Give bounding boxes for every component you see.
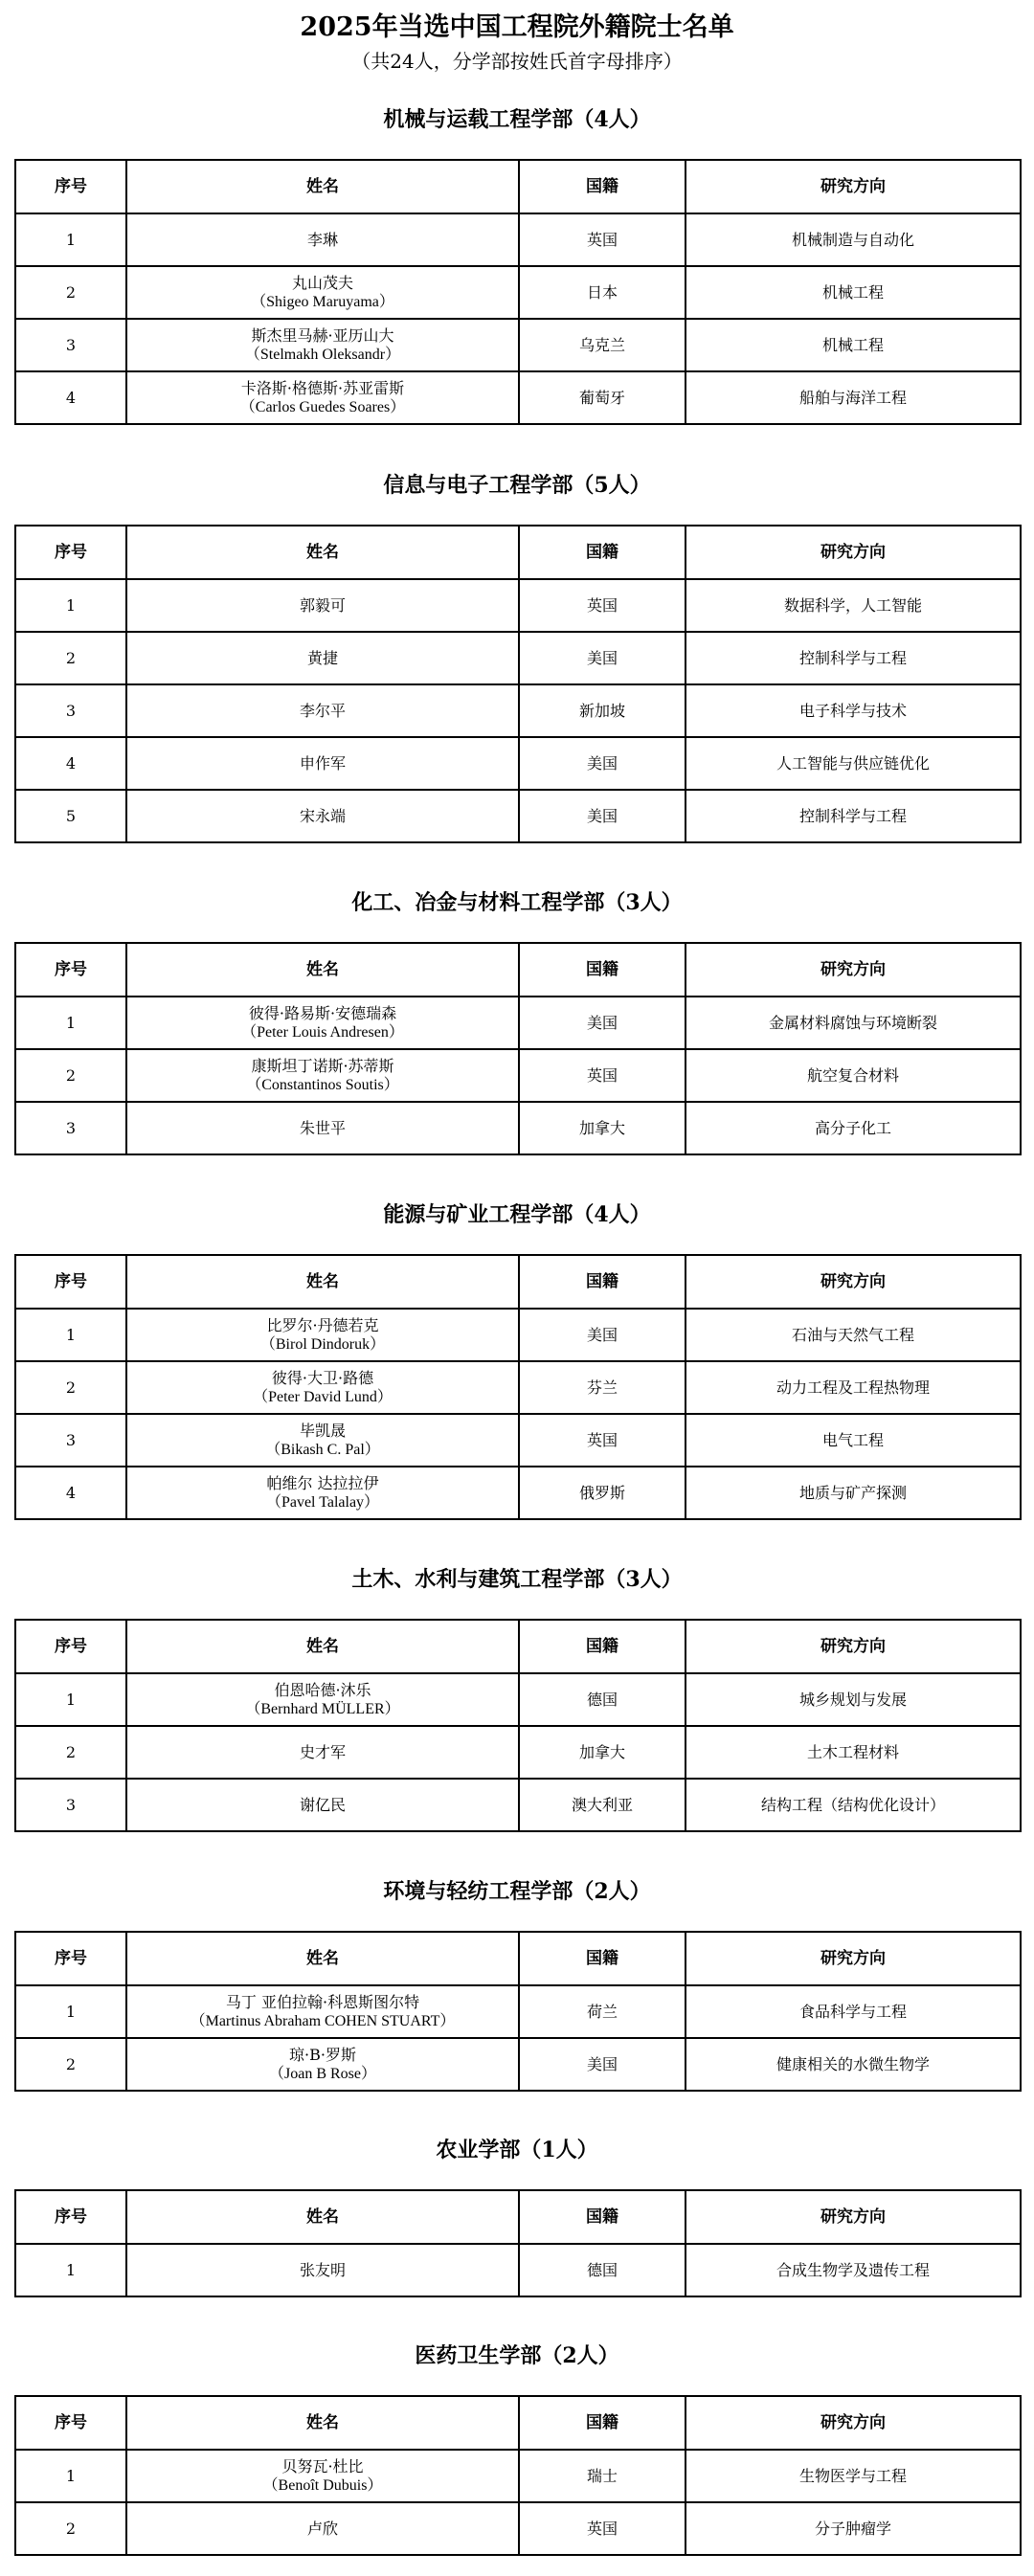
table-header-row bbox=[15, 1255, 1021, 1309]
column-header-field: 研究方向 bbox=[686, 1255, 1021, 1309]
cell-nationality: 英国 bbox=[519, 579, 686, 632]
column-header-nationality: 国籍 bbox=[519, 160, 686, 213]
column-header-nationality: 国籍 bbox=[519, 1620, 686, 1673]
name-english: （Bikash C. Pal） bbox=[265, 1441, 380, 1458]
name-english: （Bernhard MÜLLER） bbox=[245, 1700, 400, 1717]
name-chinese: 史才军 bbox=[299, 1742, 346, 1761]
name-chinese: 帕维尔 达拉拉伊 bbox=[266, 1473, 379, 1492]
cell-research-field: 控制科学与工程 bbox=[686, 632, 1021, 684]
cell-nationality: 俄罗斯 bbox=[519, 1467, 686, 1519]
cell-name bbox=[126, 1414, 519, 1467]
cell-research-field: 电子科学与技术 bbox=[686, 684, 1021, 737]
table-row bbox=[15, 1361, 1021, 1414]
cell-research-field: 结构工程（结构优化设计） bbox=[686, 1779, 1021, 1831]
name-chinese: 朱世平 bbox=[299, 1118, 346, 1137]
member-table bbox=[14, 1931, 1022, 2092]
member-table bbox=[14, 1619, 1022, 1832]
cell-number: 2 bbox=[15, 2502, 126, 2555]
cell-research-field: 生物医学与工程 bbox=[686, 2450, 1021, 2502]
department-section bbox=[0, 1877, 1034, 2092]
cell-nationality: 芬兰 bbox=[519, 1361, 686, 1414]
cell-number: 2 bbox=[15, 1726, 126, 1779]
cell-research-field: 健康相关的水微生物学 bbox=[686, 2038, 1021, 2091]
column-header-number: 序号 bbox=[15, 1620, 126, 1673]
table-row bbox=[15, 2450, 1021, 2502]
cell-name bbox=[126, 1102, 519, 1154]
name-chinese: 马丁 亚伯拉翰·科恩斯图尔特 bbox=[225, 1992, 420, 2011]
column-header-nationality: 国籍 bbox=[519, 943, 686, 997]
cell-name bbox=[126, 319, 519, 371]
cell-name bbox=[126, 1467, 519, 1519]
cell-number: 5 bbox=[15, 790, 126, 842]
cell-number: 3 bbox=[15, 1779, 126, 1831]
table-row bbox=[15, 632, 1021, 684]
cell-number: 3 bbox=[15, 1102, 126, 1154]
cell-research-field: 数据科学，人工智能 bbox=[686, 579, 1021, 632]
department-section bbox=[0, 2341, 1034, 2556]
cell-nationality: 澳大利亚 bbox=[519, 1779, 686, 1831]
name-chinese: 卡洛斯·格德斯·苏亚雷斯 bbox=[240, 378, 405, 397]
cell-name bbox=[126, 579, 519, 632]
cell-research-field: 控制科学与工程 bbox=[686, 790, 1021, 842]
column-header-field: 研究方向 bbox=[686, 943, 1021, 997]
table-row bbox=[15, 1985, 1021, 2038]
column-header-nationality: 国籍 bbox=[519, 1932, 686, 1985]
cell-number: 1 bbox=[15, 1985, 126, 2038]
name-chinese: 宋永端 bbox=[299, 806, 346, 825]
name-chinese: 卢欣 bbox=[306, 2519, 338, 2538]
cell-nationality: 美国 bbox=[519, 1309, 686, 1361]
column-header-number: 序号 bbox=[15, 943, 126, 997]
name-chinese: 李琳 bbox=[306, 230, 338, 249]
column-header-field: 研究方向 bbox=[686, 526, 1021, 579]
table-row bbox=[15, 1102, 1021, 1154]
department-title: 环境与轻纺工程学部（2人） bbox=[383, 1879, 651, 1904]
table-row bbox=[15, 2038, 1021, 2091]
column-header-name: 姓名 bbox=[126, 2190, 519, 2244]
column-header-nationality: 国籍 bbox=[519, 526, 686, 579]
name-chinese: 琼·B·罗斯 bbox=[289, 2045, 356, 2064]
cell-research-field: 高分子化工 bbox=[686, 1102, 1021, 1154]
cell-name bbox=[126, 213, 519, 266]
cell-name bbox=[126, 632, 519, 684]
name-english: （Constantinos Soutis） bbox=[246, 1076, 399, 1093]
department-title: 土木、水利与建筑工程学部（3人） bbox=[351, 1567, 683, 1592]
cell-number: 4 bbox=[15, 371, 126, 424]
cell-nationality: 英国 bbox=[519, 1414, 686, 1467]
member-table bbox=[14, 1254, 1022, 1520]
document-subtitle: （共24人，分学部按姓氏首字母排序） bbox=[351, 50, 683, 73]
column-header-nationality: 国籍 bbox=[519, 2396, 686, 2450]
cell-number: 1 bbox=[15, 2244, 126, 2296]
cell-research-field: 机械工程 bbox=[686, 319, 1021, 371]
name-chinese: 申作军 bbox=[299, 753, 346, 773]
department-title: 机械与运载工程学部（4人） bbox=[383, 107, 651, 132]
table-header-row bbox=[15, 1620, 1021, 1673]
name-english: （Shigeo Maruyama） bbox=[251, 293, 394, 310]
cell-name bbox=[126, 1361, 519, 1414]
department-section bbox=[0, 2136, 1034, 2297]
cell-name bbox=[126, 1049, 519, 1102]
column-header-nationality: 国籍 bbox=[519, 1255, 686, 1309]
cell-number: 1 bbox=[15, 1309, 126, 1361]
table-header-row bbox=[15, 526, 1021, 579]
cell-name bbox=[126, 2244, 519, 2296]
member-table bbox=[14, 159, 1022, 425]
department-section bbox=[0, 1200, 1034, 1520]
cell-nationality: 美国 bbox=[519, 997, 686, 1049]
cell-name bbox=[126, 1673, 519, 1726]
cell-research-field: 合成生物学及遗传工程 bbox=[686, 2244, 1021, 2296]
table-row bbox=[15, 1414, 1021, 1467]
department-section bbox=[0, 888, 1034, 1155]
table-row bbox=[15, 2244, 1021, 2296]
cell-research-field: 金属材料腐蚀与环境断裂 bbox=[686, 997, 1021, 1049]
name-chinese: 斯杰里马赫·亚历山大 bbox=[251, 325, 394, 345]
cell-name bbox=[126, 371, 519, 424]
name-chinese: 彼得·路易斯·安德瑞森 bbox=[248, 1003, 397, 1022]
department-section bbox=[0, 1565, 1034, 1832]
name-chinese: 张友明 bbox=[299, 2260, 346, 2279]
column-header-field: 研究方向 bbox=[686, 2396, 1021, 2450]
name-english: （Stelmakh Oleksandr） bbox=[244, 346, 401, 363]
table-row bbox=[15, 1467, 1021, 1519]
cell-number: 1 bbox=[15, 579, 126, 632]
cell-name bbox=[126, 1985, 519, 2038]
table-row bbox=[15, 1673, 1021, 1726]
table-row bbox=[15, 1309, 1021, 1361]
cell-number: 3 bbox=[15, 319, 126, 371]
cell-name bbox=[126, 266, 519, 319]
cell-name bbox=[126, 737, 519, 790]
cell-nationality: 德国 bbox=[519, 2244, 686, 2296]
column-header-number: 序号 bbox=[15, 1932, 126, 1985]
cell-number: 2 bbox=[15, 266, 126, 319]
cell-number: 4 bbox=[15, 1467, 126, 1519]
cell-research-field: 机械工程 bbox=[686, 266, 1021, 319]
cell-nationality: 英国 bbox=[519, 2502, 686, 2555]
column-header-name: 姓名 bbox=[126, 2396, 519, 2450]
column-header-name: 姓名 bbox=[126, 1255, 519, 1309]
cell-nationality: 英国 bbox=[519, 213, 686, 266]
name-chinese: 比罗尔·丹德若克 bbox=[266, 1315, 379, 1334]
table-header-row bbox=[15, 1932, 1021, 1985]
name-english: （Benoît Dubuis） bbox=[262, 2476, 383, 2494]
name-chinese: 伯恩哈德·沐乐 bbox=[274, 1680, 371, 1699]
member-table bbox=[14, 2189, 1022, 2297]
name-chinese: 彼得·大卫·路德 bbox=[271, 1368, 374, 1387]
column-header-name: 姓名 bbox=[126, 943, 519, 997]
member-table bbox=[14, 525, 1022, 843]
department-title: 信息与电子工程学部（5人） bbox=[383, 473, 651, 498]
name-chinese: 毕凯晟 bbox=[299, 1421, 346, 1440]
table-header-row bbox=[15, 2396, 1021, 2450]
column-header-nationality: 国籍 bbox=[519, 2190, 686, 2244]
column-header-field: 研究方向 bbox=[686, 1620, 1021, 1673]
column-header-field: 研究方向 bbox=[686, 2190, 1021, 2244]
table-row bbox=[15, 371, 1021, 424]
table-header-row bbox=[15, 160, 1021, 213]
name-english: （Martinus Abraham COHEN STUART） bbox=[190, 2012, 456, 2029]
cell-number: 3 bbox=[15, 1414, 126, 1467]
cell-name bbox=[126, 1726, 519, 1779]
department-title: 化工、冶金与材料工程学部（3人） bbox=[351, 890, 683, 915]
table-row bbox=[15, 579, 1021, 632]
table-row bbox=[15, 1726, 1021, 1779]
cell-research-field: 土木工程材料 bbox=[686, 1726, 1021, 1779]
name-english: （Peter Louis Andresen） bbox=[241, 1023, 404, 1041]
name-chinese: 郭毅可 bbox=[299, 595, 346, 615]
table-row bbox=[15, 684, 1021, 737]
cell-research-field: 人工智能与供应链优化 bbox=[686, 737, 1021, 790]
column-header-number: 序号 bbox=[15, 2396, 126, 2450]
cell-name bbox=[126, 1309, 519, 1361]
cell-number: 2 bbox=[15, 1049, 126, 1102]
cell-research-field: 地质与矿产探测 bbox=[686, 1467, 1021, 1519]
cell-nationality: 美国 bbox=[519, 737, 686, 790]
column-header-name: 姓名 bbox=[126, 1620, 519, 1673]
column-header-number: 序号 bbox=[15, 526, 126, 579]
cell-nationality: 荷兰 bbox=[519, 1985, 686, 2038]
cell-nationality: 加拿大 bbox=[519, 1102, 686, 1154]
cell-name bbox=[126, 2038, 519, 2091]
name-english: （Birol Dindoruk） bbox=[259, 1335, 386, 1353]
cell-number: 1 bbox=[15, 1673, 126, 1726]
column-header-name: 姓名 bbox=[126, 160, 519, 213]
cell-number: 2 bbox=[15, 2038, 126, 2091]
cell-research-field: 城乡规划与发展 bbox=[686, 1673, 1021, 1726]
column-header-field: 研究方向 bbox=[686, 1932, 1021, 1985]
cell-number: 1 bbox=[15, 2450, 126, 2502]
column-header-field: 研究方向 bbox=[686, 160, 1021, 213]
table-row bbox=[15, 790, 1021, 842]
name-english: （Carlos Guedes Soares） bbox=[239, 398, 406, 415]
column-header-name: 姓名 bbox=[126, 526, 519, 579]
cell-research-field: 船舶与海洋工程 bbox=[686, 371, 1021, 424]
cell-nationality: 美国 bbox=[519, 790, 686, 842]
cell-name bbox=[126, 684, 519, 737]
table-row bbox=[15, 1779, 1021, 1831]
cell-nationality: 乌克兰 bbox=[519, 319, 686, 371]
name-chinese: 康斯坦丁诺斯·苏蒂斯 bbox=[251, 1056, 394, 1075]
cell-number: 2 bbox=[15, 632, 126, 684]
table-row bbox=[15, 319, 1021, 371]
cell-research-field: 动力工程及工程热物理 bbox=[686, 1361, 1021, 1414]
document-title: 2025年当选中国工程院外籍院士名单 bbox=[300, 12, 734, 42]
table-row bbox=[15, 213, 1021, 266]
cell-name bbox=[126, 2502, 519, 2555]
cell-number: 2 bbox=[15, 1361, 126, 1414]
cell-name bbox=[126, 997, 519, 1049]
cell-research-field: 石油与天然气工程 bbox=[686, 1309, 1021, 1361]
table-header-row bbox=[15, 943, 1021, 997]
table-row bbox=[15, 1049, 1021, 1102]
department-section bbox=[0, 105, 1034, 425]
cell-name bbox=[126, 790, 519, 842]
cell-number: 3 bbox=[15, 684, 126, 737]
cell-research-field: 机械制造与自动化 bbox=[686, 213, 1021, 266]
cell-nationality: 日本 bbox=[519, 266, 686, 319]
member-table bbox=[14, 2395, 1022, 2556]
sections-container bbox=[0, 105, 1034, 2556]
name-chinese: 贝努瓦·杜比 bbox=[281, 2456, 364, 2475]
column-header-name: 姓名 bbox=[126, 1932, 519, 1985]
column-header-number: 序号 bbox=[15, 1255, 126, 1309]
cell-research-field: 航空复合材料 bbox=[686, 1049, 1021, 1102]
department-title: 能源与矿业工程学部（4人） bbox=[383, 1202, 651, 1227]
name-chinese: 李尔平 bbox=[299, 701, 346, 720]
name-chinese: 丸山茂夫 bbox=[291, 273, 353, 292]
name-english: （Joan B Rose） bbox=[268, 2065, 376, 2082]
name-chinese: 黄捷 bbox=[306, 648, 338, 667]
cell-number: 1 bbox=[15, 213, 126, 266]
cell-number: 4 bbox=[15, 737, 126, 790]
name-english: （Pavel Talalay） bbox=[265, 1493, 380, 1511]
cell-name bbox=[126, 2450, 519, 2502]
cell-name bbox=[126, 1779, 519, 1831]
table-row bbox=[15, 737, 1021, 790]
department-title: 农业学部（1人） bbox=[436, 2138, 598, 2162]
cell-research-field: 食品科学与工程 bbox=[686, 1985, 1021, 2038]
cell-nationality: 德国 bbox=[519, 1673, 686, 1726]
cell-nationality: 瑞士 bbox=[519, 2450, 686, 2502]
table-row bbox=[15, 266, 1021, 319]
member-table bbox=[14, 942, 1022, 1155]
table-row bbox=[15, 997, 1021, 1049]
cell-nationality: 美国 bbox=[519, 2038, 686, 2091]
cell-number: 1 bbox=[15, 997, 126, 1049]
cell-nationality: 英国 bbox=[519, 1049, 686, 1102]
column-header-number: 序号 bbox=[15, 2190, 126, 2244]
name-chinese: 谢亿民 bbox=[299, 1795, 346, 1814]
cell-nationality: 新加坡 bbox=[519, 684, 686, 737]
cell-nationality: 美国 bbox=[519, 632, 686, 684]
cell-nationality: 葡萄牙 bbox=[519, 371, 686, 424]
table-header-row bbox=[15, 2190, 1021, 2244]
cell-nationality: 加拿大 bbox=[519, 1726, 686, 1779]
name-english: （Peter David Lund） bbox=[253, 1388, 393, 1405]
column-header-number: 序号 bbox=[15, 160, 126, 213]
department-section bbox=[0, 471, 1034, 843]
department-title: 医药卫生学部（2人） bbox=[415, 2343, 619, 2368]
cell-research-field: 分子肿瘤学 bbox=[686, 2502, 1021, 2555]
table-row bbox=[15, 2502, 1021, 2555]
cell-research-field: 电气工程 bbox=[686, 1414, 1021, 1467]
